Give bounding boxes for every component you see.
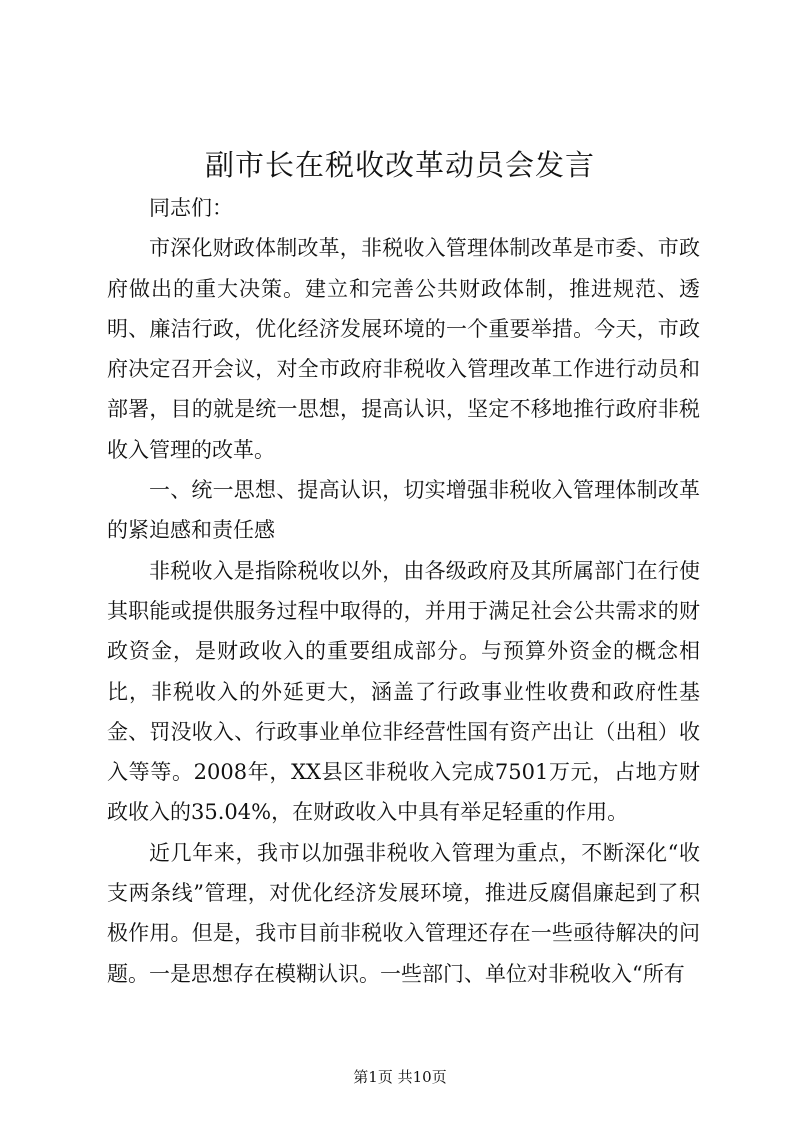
page-footer: 第1页 共10页 <box>353 1068 447 1086</box>
problems-paragraph: 近几年来，我市以加强非税收入管理为重点，不断深化“收支两条线”管理，对优化经济发展环境，推进反腐倡廉起到了积极作用。但是，我市目前非税收入管理还存在一些亟待解决的问题。一是思想存在模糊认识。一些部门、单位对非税收入“所有 <box>107 840 700 986</box>
document-body <box>107 188 700 994</box>
document-title: 副市长在税收改革动员会发言 <box>204 148 595 182</box>
intro-paragraph: 市深化财政体制改革，非税收入管理体制改革是市委、市政府做出的重大决策。建立和完善公共财政体制，推进规范、透明、廉洁行政，优化经济发展环境的一个重要举措。今天，市政府决定召开会议，对全市政府非税收入管理改革工作进行动员和部署，目的就是统一思想，提高认识，坚定不移地推行政府非税收入管理的改革。 <box>107 236 700 462</box>
section-heading-paragraph: 一、统一思想、提高认识，切实增强非税收入管理体制改革的紧迫感和责任感 <box>107 478 700 543</box>
definition-paragraph: 非税收入是指除税收以外，由各级政府及其所属部门在行使其职能或提供服务过程中取得的，并用于满足社会公共需求的财政资金，是财政收入的重要组成部分。与预算外资金的概念相比，非税收入的外延更大，涵盖了行政事业性收费和政府性基金、罚没收入、行政事业单位非经营性国有资产出让（出租）收入等等。2008年，XX县区非税收入完成7501万元，占地方财政收入的35.04%，在财政收入中具有举足轻重的作用。 <box>107 558 700 825</box>
salutation-paragraph: 同志们： <box>149 196 233 220</box>
